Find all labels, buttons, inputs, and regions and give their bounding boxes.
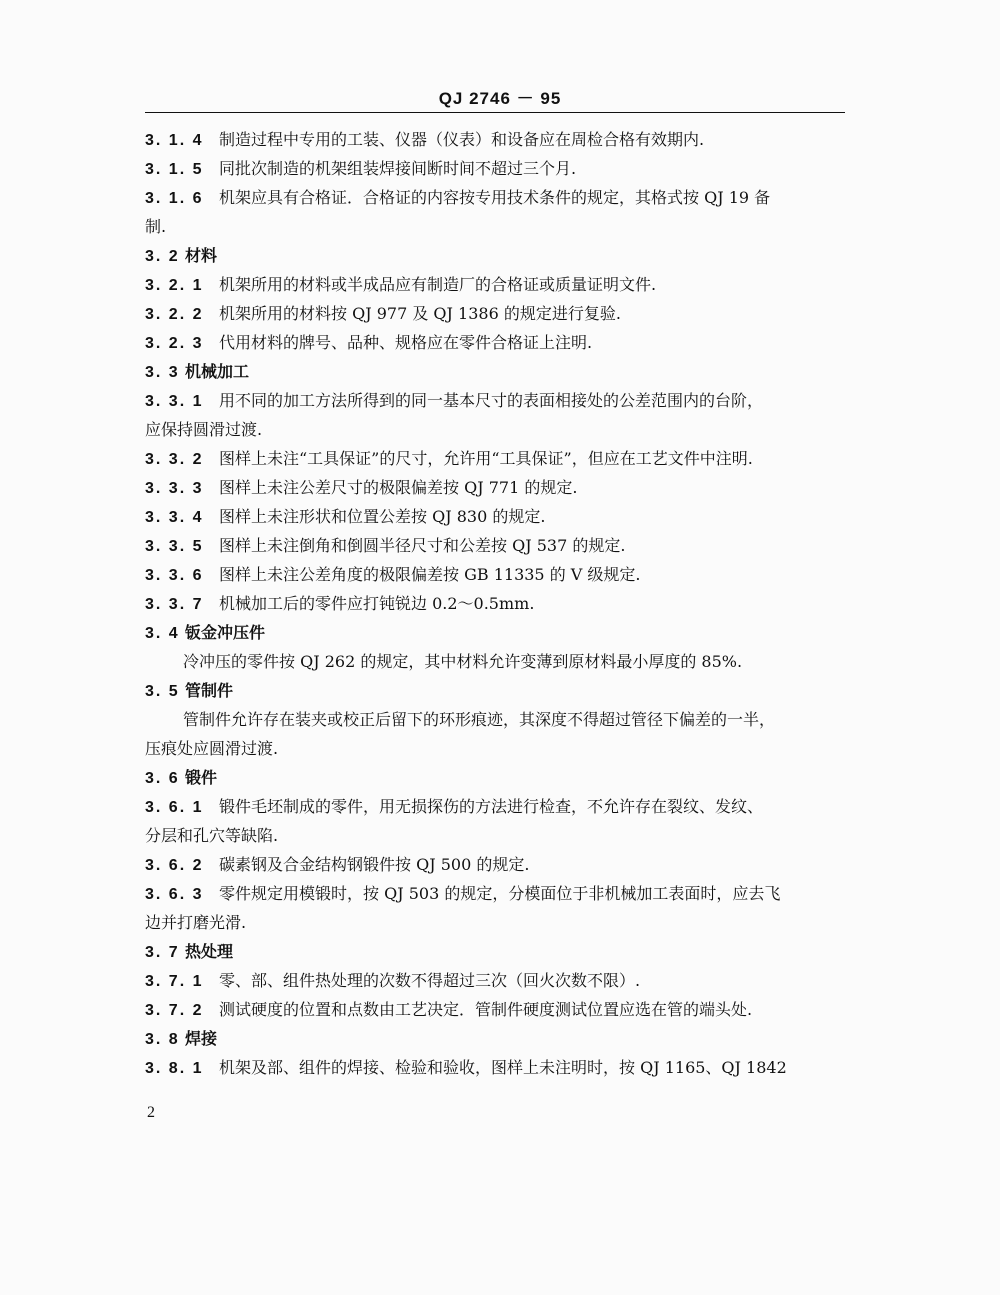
clause-number: 3. 3. 1 (145, 393, 204, 410)
clause-text: 制造过程中专用的工装、仪器（仪表）和设备应在周检合格有效期内. (219, 130, 705, 149)
text-line (145, 734, 845, 763)
section-heading (145, 937, 845, 966)
section-heading (145, 763, 845, 792)
clause-line (145, 125, 845, 154)
clause-number: 3. 2. 1 (145, 277, 204, 294)
clause-number: 3. 2. 2 (145, 306, 204, 323)
section-heading (145, 241, 845, 270)
clause-line (145, 299, 845, 328)
section-heading (145, 1024, 845, 1053)
section-title: 热处理 (185, 942, 234, 961)
text-line (145, 821, 845, 850)
text-line (145, 415, 845, 444)
clause-text: 机架所用的材料按 QJ 977 及 QJ 1386 的规定进行复验. (219, 304, 621, 323)
text-line (145, 908, 845, 937)
clause-text: 分层和孔穴等缺陷. (145, 826, 279, 845)
clause-number: 3. 6. 3 (145, 886, 204, 903)
clause-number: 3. 2. 3 (145, 335, 204, 352)
clause-line (145, 386, 845, 415)
clause-number: 3. 3. 6 (145, 567, 204, 584)
clause-line (145, 879, 845, 908)
clause-line (145, 966, 845, 995)
clause-text: 机械加工后的零件应打钝锐边 0.2～0.5mm. (219, 594, 535, 613)
clause-number: 3. 3. 7 (145, 596, 204, 613)
clause-text: 机架应具有合格证．合格证的内容按专用技术条件的规定，其格式按 QJ 19 备 (219, 188, 771, 207)
text-line (145, 212, 845, 241)
clause-line (145, 850, 845, 879)
clause-text: 用不同的加工方法所得到的同一基本尺寸的表面相接处的公差范围内的台阶， (219, 391, 764, 410)
section-heading (145, 618, 845, 647)
clause-text: 压痕处应圆滑过渡. (145, 739, 279, 758)
section-heading (145, 676, 845, 705)
clause-text: 机架所用的材料或半成品应有制造厂的合格证或质量证明文件. (219, 275, 657, 294)
document-body (145, 125, 845, 1082)
section-title: 管制件 (185, 681, 234, 700)
clause-line (145, 589, 845, 618)
clause-line (145, 995, 845, 1024)
clause-text: 管制件允许存在装夹或校正后留下的环形痕迹，其深度不得超过管径下偏差的一半， (183, 710, 776, 729)
clause-text: 图样上未注“工具保证”的尺寸，允许用“工具保证”，但应在工艺文件中注明. (219, 449, 753, 468)
clause-line (145, 270, 845, 299)
clause-number: 3. 7. 2 (145, 1002, 204, 1019)
clause-text: 冷冲压的零件按 QJ 262 的规定，其中材料允许变薄到原材料最小厚度的 85%. (183, 652, 743, 671)
clause-text: 图样上未注形状和位置公差按 QJ 830 的规定. (219, 507, 546, 526)
clause-number: 3. 6 (145, 770, 180, 787)
clause-line (145, 444, 845, 473)
clause-text: 制. (145, 217, 167, 236)
clause-number: 3. 4 (145, 625, 180, 642)
clause-number: 3. 5 (145, 683, 180, 700)
clause-line (145, 560, 845, 589)
clause-number: 3. 3. 3 (145, 480, 204, 497)
section-title: 钣金冲压件 (185, 623, 266, 642)
clause-number: 3. 3. 4 (145, 509, 204, 526)
clause-number: 3. 8. 1 (145, 1060, 204, 1077)
clause-number: 3. 6. 1 (145, 799, 204, 816)
clause-line (145, 1053, 845, 1082)
clause-number: 3. 1. 6 (145, 190, 204, 207)
section-title: 焊接 (185, 1029, 218, 1048)
clause-text: 图样上未注公差角度的极限偏差按 GB 11335 的 V 级规定. (219, 565, 641, 584)
clause-line (145, 183, 845, 212)
clause-number: 3. 1. 4 (145, 132, 204, 149)
clause-number: 3. 2 (145, 248, 180, 265)
clause-number: 3. 7 (145, 944, 180, 961)
text-line (145, 705, 845, 734)
clause-text: 图样上未注公差尺寸的极限偏差按 QJ 771 的规定. (219, 478, 578, 497)
clause-text: 碳素钢及合金结构钢锻件按 QJ 500 的规定. (219, 855, 530, 874)
section-title: 材料 (185, 246, 218, 265)
clause-line (145, 473, 845, 502)
clause-text: 测试硬度的位置和点数由工艺决定．管制件硬度测试位置应选在管的端头处. (219, 1000, 753, 1019)
clause-line (145, 154, 845, 183)
page-number: 2 (147, 1104, 155, 1121)
clause-number: 3. 3 (145, 364, 180, 381)
section-title: 锻件 (185, 768, 218, 787)
clause-text: 应保持圆滑过渡. (145, 420, 263, 439)
section-heading (145, 357, 845, 386)
clause-text: 同批次制造的机架组装焊接间断时间不超过三个月. (219, 159, 577, 178)
clause-number: 3. 6. 2 (145, 857, 204, 874)
clause-text: 零、部、组件热处理的次数不得超过三次（回火次数不限）. (219, 971, 641, 990)
clause-number: 3. 3. 2 (145, 451, 204, 468)
clause-line (145, 531, 845, 560)
document-header: QJ 2746 － 95 (438, 89, 562, 108)
clause-text: 锻件毛坯制成的零件，用无损探伤的方法进行检查，不允许存在裂纹、发纹、 (219, 797, 764, 816)
clause-text: 零件规定用模锻时，按 QJ 503 的规定，分模面位于非机械加工表面时，应去飞 (219, 884, 781, 903)
clause-number: 3. 3. 5 (145, 538, 204, 555)
clause-number: 3. 1. 5 (145, 161, 204, 178)
clause-text: 机架及部、组件的焊接、检验和验收，图样上未注明时，按 QJ 1165、QJ 1842 (219, 1058, 787, 1077)
clause-number: 3. 8 (145, 1031, 180, 1048)
text-line (145, 647, 845, 676)
section-title: 机械加工 (185, 362, 250, 381)
clause-line (145, 502, 845, 531)
clause-line (145, 792, 845, 821)
clause-text: 代用材料的牌号、品种、规格应在零件合格证上注明. (219, 333, 593, 352)
clause-line (145, 328, 845, 357)
clause-text: 边并打磨光滑. (145, 913, 247, 932)
header-rule (145, 112, 845, 113)
clause-text: 图样上未注倒角和倒圆半径尺寸和公差按 QJ 537 的规定. (219, 536, 626, 555)
clause-number: 3. 7. 1 (145, 973, 204, 990)
